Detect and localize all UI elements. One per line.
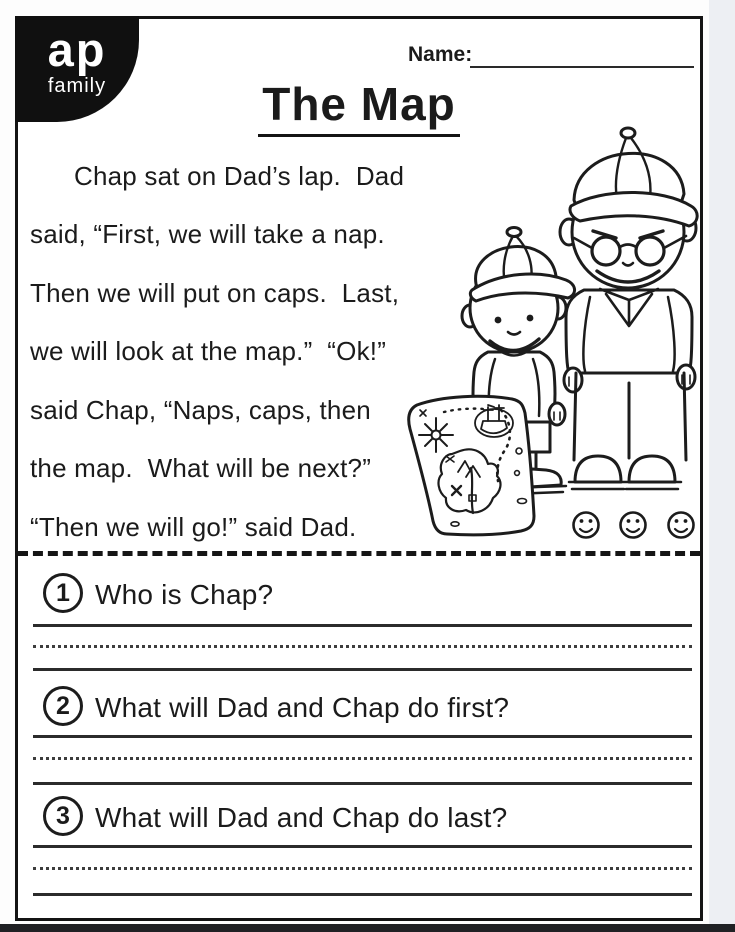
passage-line: the map. What will be next?”	[30, 453, 372, 484]
name-label: Name:	[408, 43, 473, 66]
dad-and-boy-illustration	[400, 120, 703, 552]
question-1-text: Who is Chap?	[95, 579, 274, 610]
passage-line: Chap sat on Dad’s lap. Dad	[74, 160, 405, 191]
answer-line	[33, 668, 692, 671]
passage-line: said, “First, we will take a nap.	[30, 219, 385, 250]
brand-badge-subtext: family	[47, 75, 107, 97]
answer-line-dotted	[33, 645, 692, 648]
dad-figure	[560, 128, 697, 489]
passage-line: “Then we will go!” said Dad.	[30, 511, 357, 542]
answer-line	[33, 893, 692, 896]
page-title: The Map	[258, 77, 460, 137]
smiley-icon	[669, 513, 694, 538]
smiley-icon	[574, 513, 599, 538]
passage-line: Then we will put on caps. Last,	[30, 277, 400, 308]
name-blank-line	[470, 46, 694, 68]
answer-line-dotted	[33, 867, 692, 870]
photo-edge-bottom	[0, 924, 735, 932]
photo-edge-right	[709, 0, 735, 932]
dashed-divider	[18, 551, 700, 556]
passage-line: said Chap, “Naps, caps, then	[30, 394, 371, 425]
question-3-text: What will Dad and Chap do last?	[95, 802, 508, 833]
worksheet-page	[15, 16, 703, 921]
answer-line-dotted	[33, 757, 692, 760]
question-2-number: 2	[43, 686, 83, 726]
question-1-number: 1	[43, 573, 83, 613]
answer-line	[33, 624, 692, 627]
passage-line: we will look at the map.” “Ok!”	[30, 336, 387, 367]
brand-badge-text: ap	[47, 23, 107, 76]
answer-line	[33, 845, 692, 848]
question-2-text: What will Dad and Chap do first?	[95, 692, 510, 723]
answer-line	[33, 782, 692, 785]
treasure-map-illustration	[409, 396, 534, 534]
answer-line	[33, 735, 692, 738]
smiley-icon	[621, 513, 646, 538]
question-3-number: 3	[43, 796, 83, 836]
